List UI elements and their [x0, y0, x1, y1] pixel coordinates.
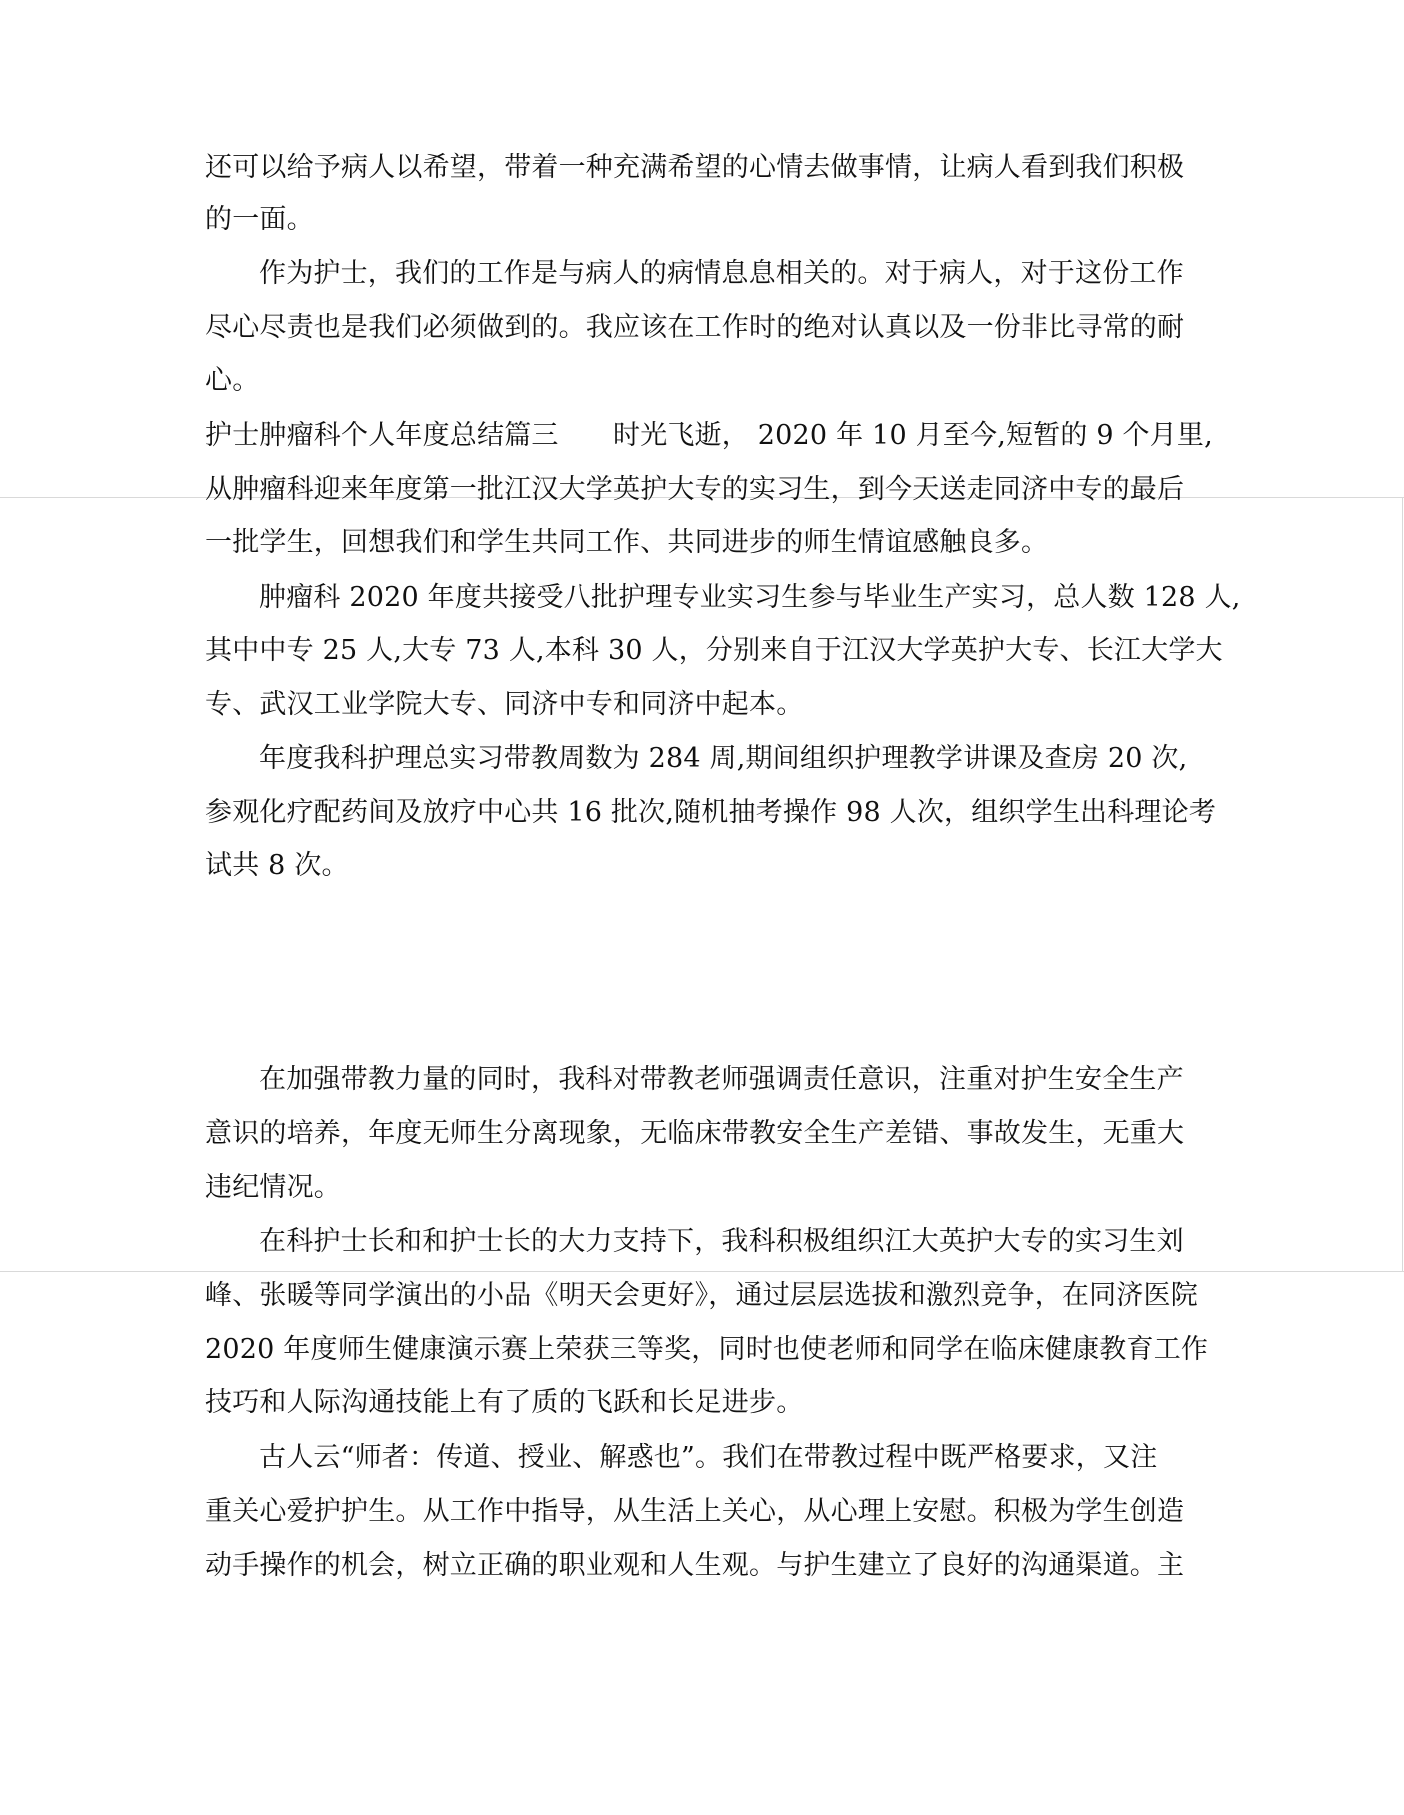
- paragraph-first-line: 年度我科护理总实习带教周数为 284 周,期间组织护理教学讲课及查房 20 次,: [259, 743, 1188, 774]
- section-heading-line: 护士肿瘤科个人年度总结篇三 时光飞逝， 2020 年 10 月至今,短暂的 9 个月里,: [205, 420, 1213, 451]
- text-line: 峰、张暖等同学演出的小品《明天会更好》，通过层层选拔和激烈竞争，在同济医院: [205, 1280, 1198, 1311]
- text-line: 试共 8 次。: [205, 850, 349, 881]
- text-line: 参观化疗配药间及放疗中心共 16 批次,随机抽考操作 98 人次，组织学生出科理论考: [205, 797, 1217, 828]
- paragraph-first-line: 肿瘤科 2020 年度共接受八批护理专业实习生参与毕业生产实习，总人数 128 人,: [259, 582, 1241, 613]
- text-line: 心。: [205, 365, 260, 396]
- text-line: 的一面。: [205, 204, 314, 235]
- text-line: 还可以给予病人以希望，带着一种充满希望的心情去做事情，让病人看到我们积极: [205, 152, 1185, 183]
- page-edge-right: [1402, 497, 1403, 1271]
- paragraph-first-line: 在加强带教力量的同时，我科对带教老师强调责任意识，注重对护生安全生产: [259, 1064, 1184, 1095]
- paragraph-first-line: 古人云“师者：传道、授业、解惑也”。我们在带教过程中既严格要求，又注: [259, 1442, 1158, 1473]
- text-line: 尽心尽责也是我们必须做到的。我应该在工作时的绝对认真以及一份非比寻常的耐: [205, 312, 1185, 343]
- text-line: 动手操作的机会，树立正确的职业观和人生观。与护生建立了良好的沟通渠道。主: [205, 1550, 1185, 1581]
- page-divider-bottom: [0, 1271, 1404, 1272]
- text-line: 违纪情况。: [205, 1172, 341, 1203]
- text-line: 专、武汉工业学院大专、同济中专和同济中起本。: [205, 689, 804, 720]
- paragraph-first-line: 在科护士长和和护士长的大力支持下，我科积极组织江大英护大专的实习生刘: [259, 1226, 1184, 1257]
- text-line: 从肿瘤科迎来年度第一批江汉大学英护大专的实习生，到今天送走同济中专的最后: [205, 474, 1185, 505]
- text-line: 一批学生，回想我们和学生共同工作、共同进步的师生情谊感触良多。: [205, 527, 1049, 558]
- text-line: 技巧和人际沟通技能上有了质的飞跃和长足进步。: [205, 1387, 804, 1418]
- text-line: 意识的培养，年度无师生分离现象，无临床带教安全生产差错、事故发生，无重大: [205, 1118, 1185, 1149]
- text-line: 其中中专 25 人,大专 73 人,本科 30 人，分别来自于江汉大学英护大专、长江大学大: [205, 635, 1223, 666]
- text-line: 重关心爱护护生。从工作中指导，从生活上关心，从心理上安慰。积极为学生创造: [205, 1496, 1185, 1527]
- paragraph-first-line: 作为护士，我们的工作是与病人的病情息息相关的。对于病人，对于这份工作: [259, 258, 1184, 289]
- text-line: 2020 年度师生健康演示赛上荣获三等奖，同时也使老师和同学在临床健康教育工作: [205, 1334, 1209, 1365]
